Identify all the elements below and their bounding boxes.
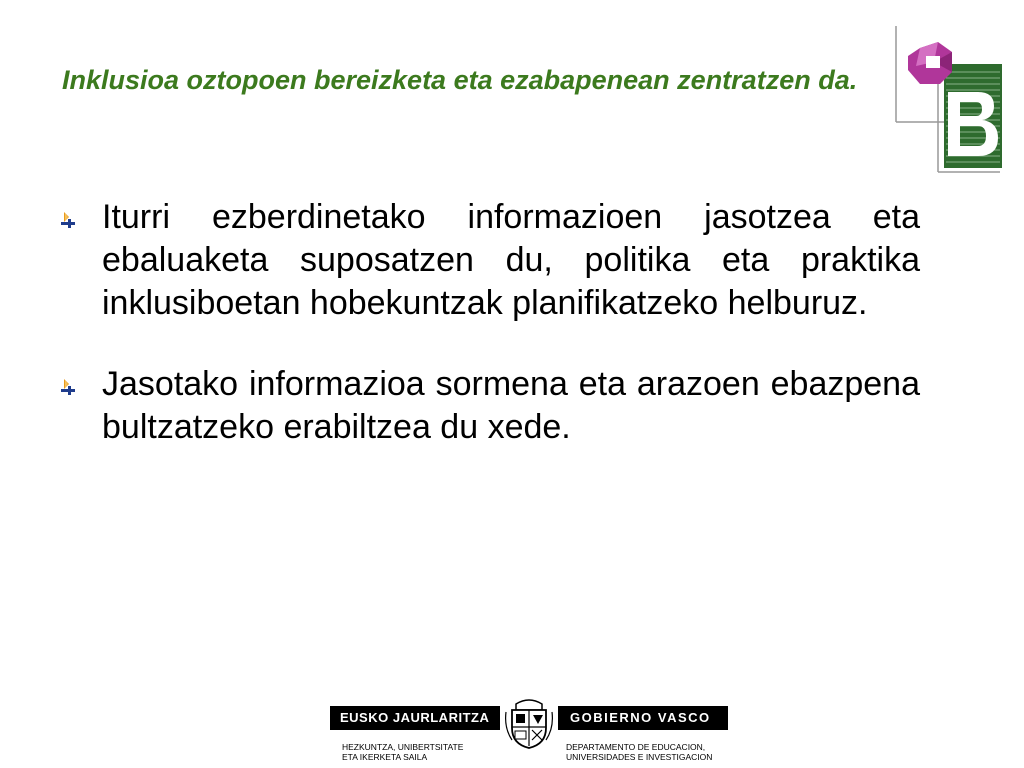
coat-of-arms-icon (502, 694, 556, 750)
list-item (60, 196, 920, 325)
slide-title: Inklusioa oztopoen bereizketa eta ezabapenean zentratzen da. (62, 65, 858, 95)
bullet-arrow-icon (60, 211, 78, 229)
footer-left-label: EUSKO JAURLARITZA (330, 706, 500, 730)
bullet-text: Iturri ezberdinetako informazioen jasotzea eta ebaluaketa suposatzen du, politika eta praktika inklusiboetan hobekuntzak planifikatzeko helburuz. (102, 198, 920, 322)
bullet-text: Jasotako informazioa sormena eta arazoen ebazpena bultzatzeko erabiltzea du xede. (102, 365, 920, 446)
logo-icon (890, 22, 1010, 174)
footer-right-label: GOBIERNO VASCO (558, 706, 728, 730)
list-item (60, 363, 920, 449)
bullet-list (60, 196, 920, 487)
footer-right-subtitle: DEPARTAMENTO DE EDUCACION, UNIVERSIDADES E INVESTIGACION (566, 742, 713, 762)
footer-logo (330, 694, 730, 764)
bullet-arrow-icon (60, 378, 78, 396)
footer-left-subtitle: HEZKUNTZA, UNIBERTSITATE ETA IKERKETA SAILA (342, 742, 464, 762)
